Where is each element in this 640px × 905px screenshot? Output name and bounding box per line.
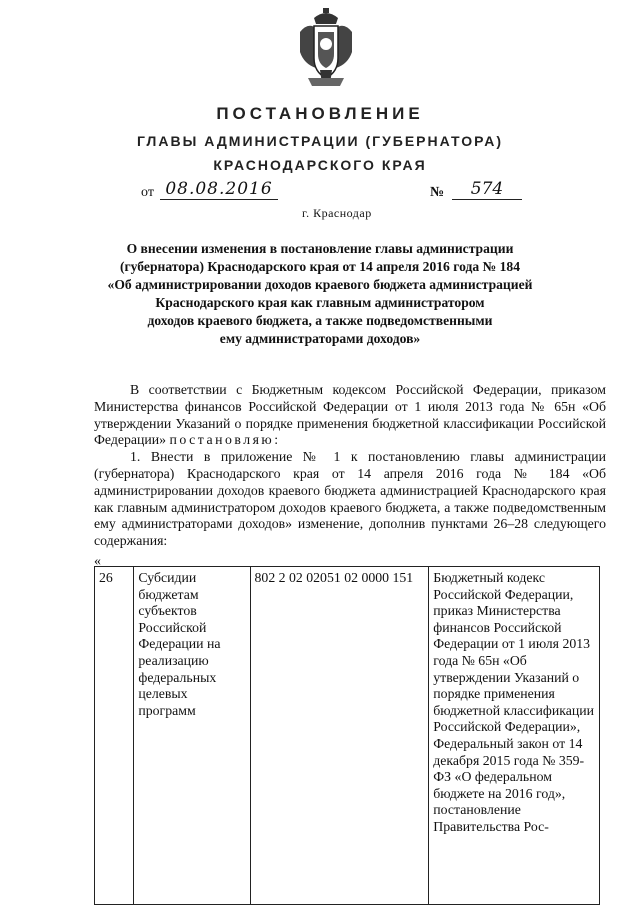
date-label: от xyxy=(141,185,154,200)
body-text xyxy=(94,382,606,550)
subject-line: (губернатора) Краснодарского края от 14 апреля 2016 года № 184 xyxy=(119,259,520,274)
number-label: № xyxy=(430,185,445,200)
resolve-word: постановляю: xyxy=(169,432,281,448)
subject-line: ему администраторами доходов» xyxy=(219,331,421,346)
budget-code: 802 2 02 02051 02 0000 151 xyxy=(250,567,429,905)
row-number: 26 xyxy=(95,567,134,905)
subject-line: доходов краевого бюджета, а также подведомственными xyxy=(147,313,493,328)
opening-quote: « xyxy=(94,554,101,569)
subject-line: О внесении изменения в постановление главы администрации xyxy=(126,241,514,256)
paragraph-text: В соответствии с Бюджетным кодексом Российской Федерации, приказом Министерства финансов Российской Федерации от 1 июля 2013 года № 65н «Об утверждении Указаний о порядке применения бюджетной классификации Российской Федерации» xyxy=(94,382,606,448)
city-label: г. Краснодар xyxy=(302,206,372,220)
table-row xyxy=(95,567,600,905)
region-line: КРАСНОДАРСКОГО КРАЯ xyxy=(213,157,427,173)
revenue-name: Субсидии бюджетам субъектов Российской Федерации на реализацию федеральных целевых программ xyxy=(134,567,250,905)
subject-line: Краснодарского края как главным администратором xyxy=(155,295,485,310)
coat-of-arms-icon xyxy=(296,8,356,90)
number-value: 574 xyxy=(452,179,522,200)
issuer-line: ГЛАВЫ АДМИНИСТРАЦИИ (ГУБЕРНАТОРА) xyxy=(136,133,504,149)
paragraph xyxy=(94,382,606,449)
revenue-table xyxy=(94,566,600,905)
subject-heading xyxy=(100,240,540,348)
document-title: ПОСТАНОВЛЕНИЕ xyxy=(216,104,424,123)
date-value: 08.08.2016 xyxy=(160,179,278,200)
subject-line: «Об администрировании доходов краевого бюджета администрацией xyxy=(107,277,533,292)
paragraph: 1. Внести в приложение № 1 к постановлению главы администрации (губернатора) Краснодарского края от 14 апреля 2016 года № 184 «Об администрировании доходов краевого бюджета администрацией Краснодарского края как главным администратором доходов краевого бюджета, а также подведомственным ему администраторами доходов» изменение, дополнив пунктами 26–28 следующего содержания: xyxy=(94,449,606,549)
legal-basis: Бюджетный кодекс Российской Федерации, приказ Министерства финансов Российской Федерации от 1 июля 2013 года № 65н «Об утверждении Указаний о порядке применения бюджетной классификации Российской Федерации», Федеральный закон от 14 декабря 2015 года № 359-ФЗ «О федеральном бюджете на 2016 год», постановление Правительства Рос- xyxy=(429,567,600,905)
